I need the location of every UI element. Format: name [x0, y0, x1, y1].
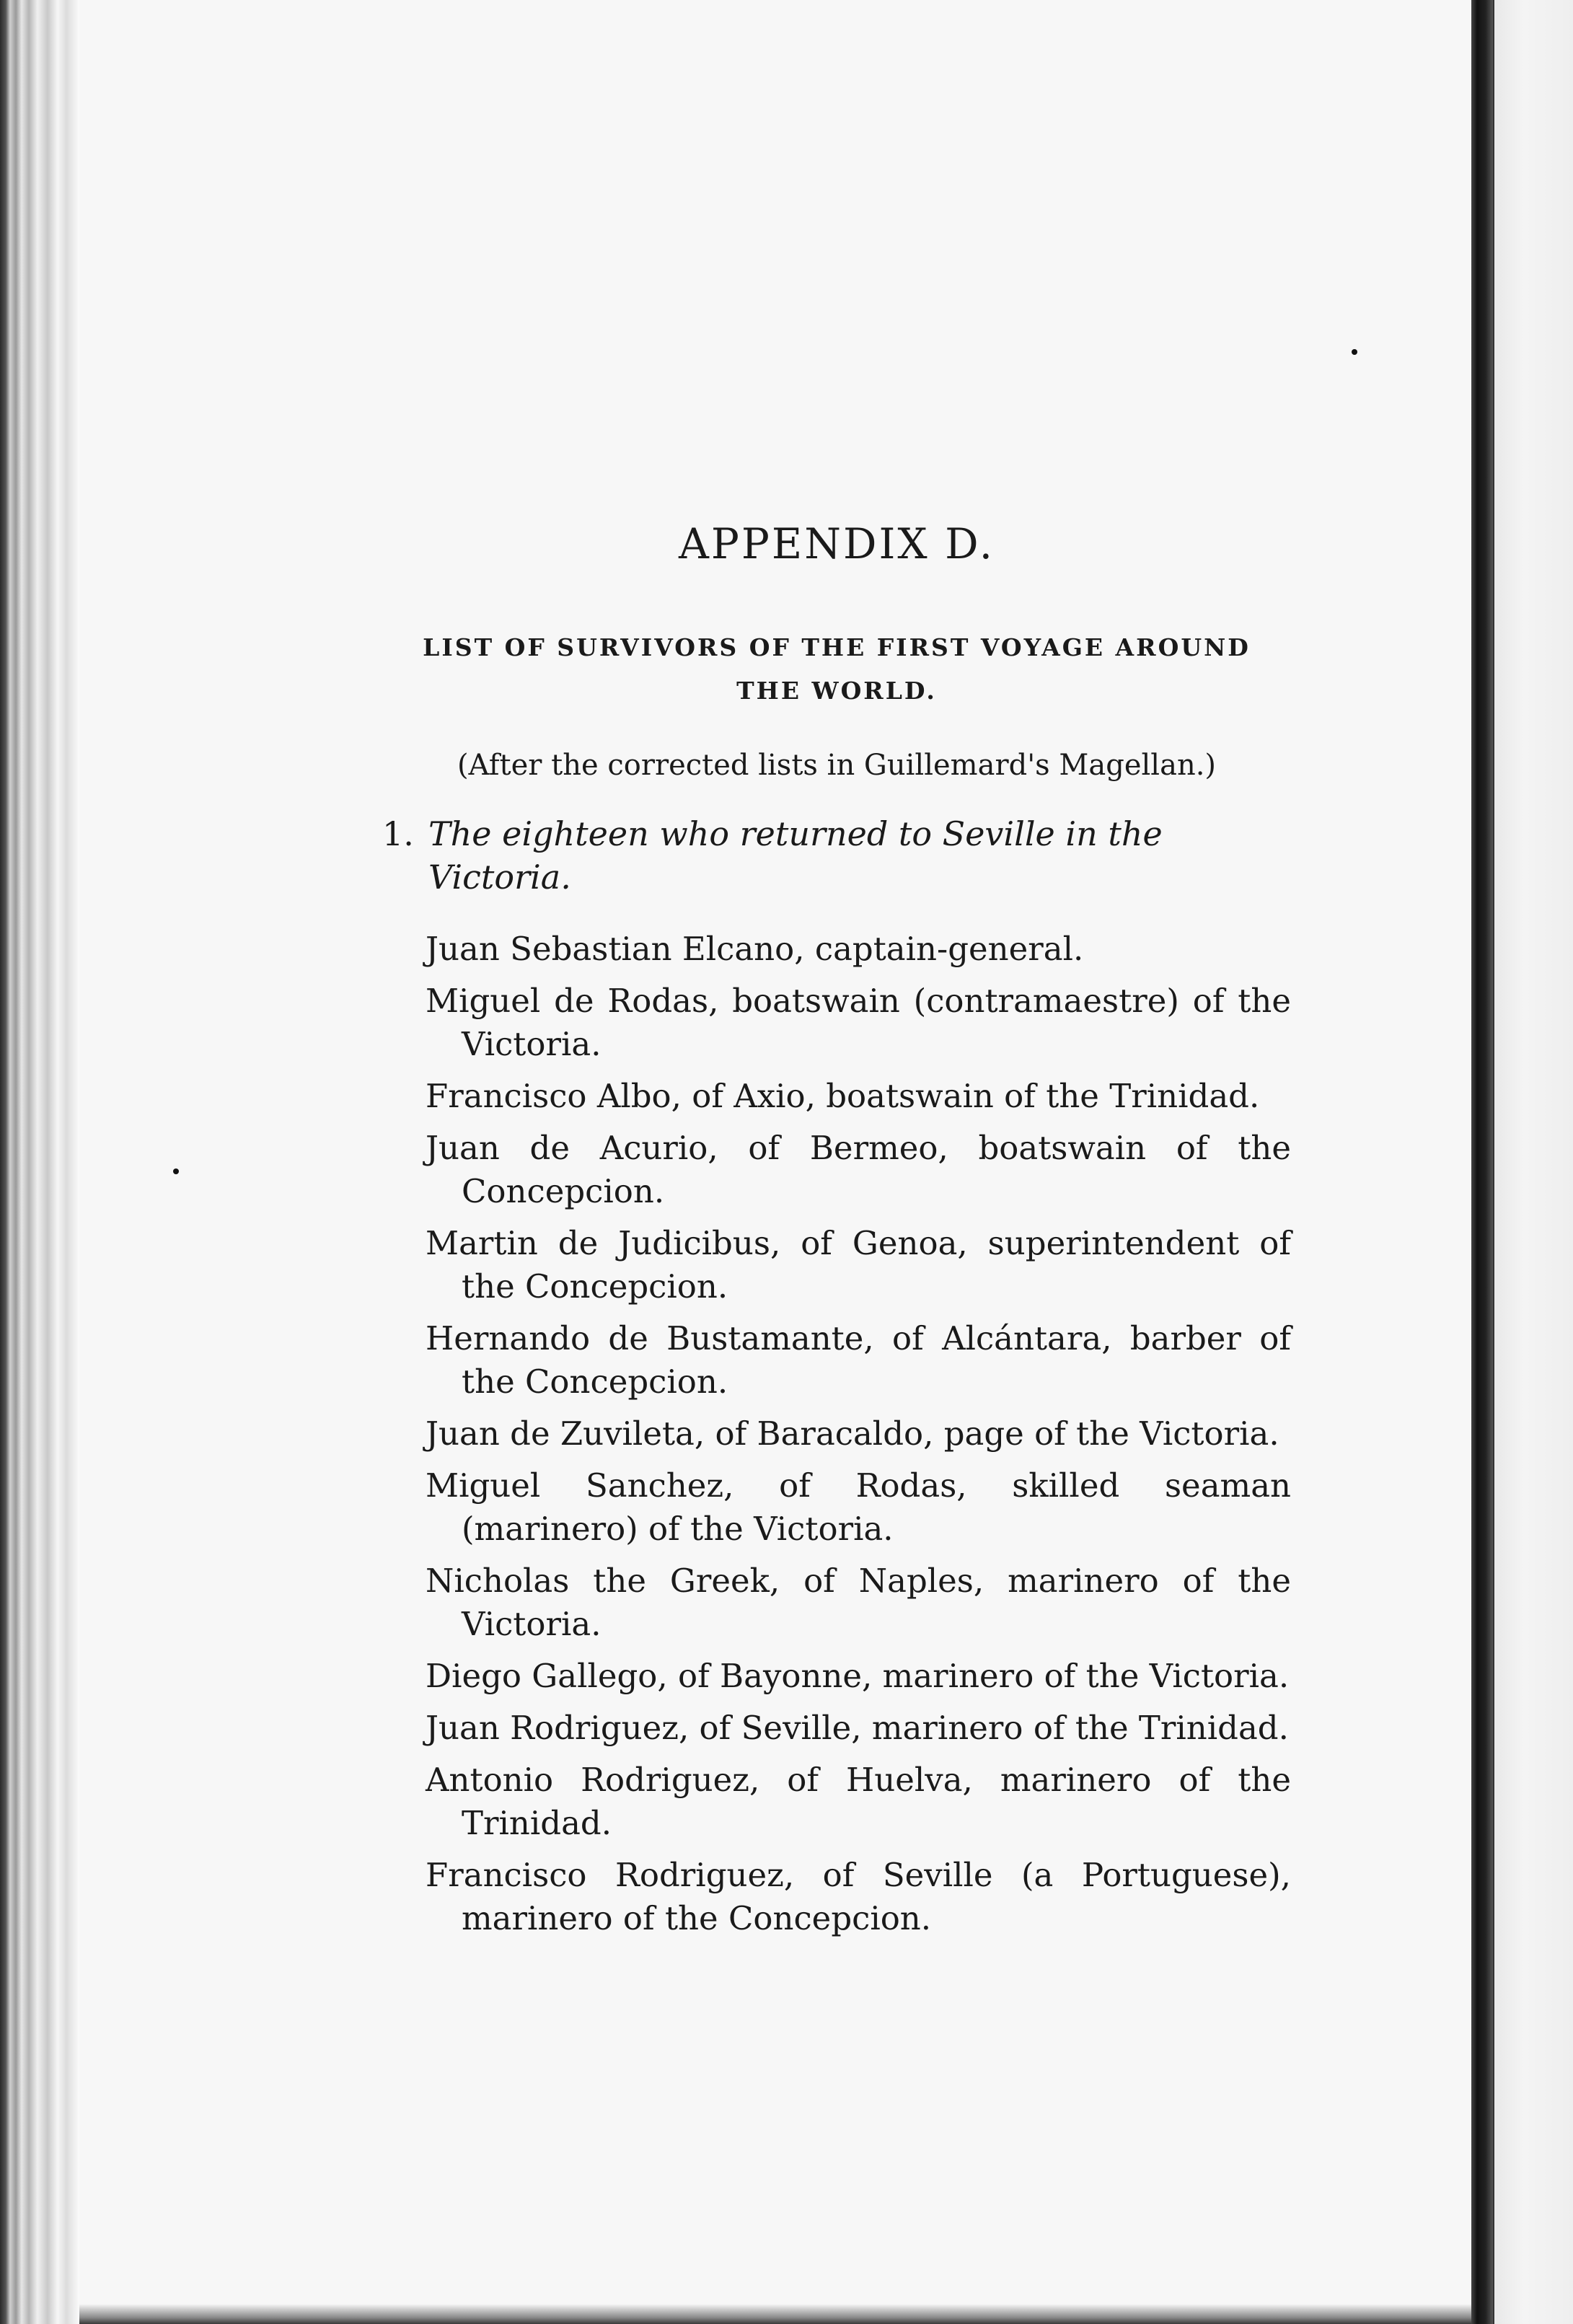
book-edge-left	[0, 0, 79, 2324]
list-title-line-1: LIST OF SURVIVORS OF THE FIRST VOYAGE AROUND	[423, 633, 1251, 661]
appendix-title: APPENDIX D.	[678, 519, 995, 568]
list-item: Hernando de Bustamante, of Alcántara, barber of the Concepcion.	[426, 1319, 1291, 1401]
list-item: Juan de Zuvileta, of Baracaldo, page of the Victoria.	[426, 1414, 1279, 1453]
scan-speck	[1352, 349, 1357, 355]
list-title-line-2: THE WORLD.	[736, 677, 937, 705]
section-heading	[382, 812, 1291, 899]
list-item: Francisco Rodriguez, of Seville (a Portuguese), marinero of the Concepcion.	[426, 1856, 1291, 1937]
section-heading-text: The eighteen who returned to Seville in the Victoria.	[428, 814, 1163, 897]
section-number: 1.	[382, 814, 414, 853]
list-item: Diego Gallego, of Bayonne, marinero of the Victoria.	[426, 1657, 1290, 1695]
list-item: Juan Sebastian Elcano, captain-general.	[426, 930, 1084, 968]
list-item: Juan Rodriguez, of Seville, marinero of the Trinidad.	[426, 1709, 1289, 1747]
list-item: Juan de Acurio, of Bermeo, boatswain of the Concepcion.	[426, 1129, 1291, 1210]
book-edge-bottom	[79, 2305, 1471, 2324]
survivor-list	[382, 928, 1291, 1940]
page-content	[382, 519, 1291, 1949]
adjacent-page	[1493, 0, 1573, 2324]
book-binding-right	[1471, 0, 1493, 2324]
list-item: Francisco Albo, of Axio, boatswain of the Trinidad.	[426, 1077, 1260, 1115]
scan-speck	[173, 1168, 179, 1174]
list-item: Miguel de Rodas, boatswain (contramaestre) of the Victoria.	[426, 982, 1291, 1063]
list-item: Miguel Sanchez, of Rodas, skilled seaman (marinero) of the Victoria.	[426, 1466, 1291, 1548]
list-item: Martin de Judicibus, of Genoa, superintendent of the Concepcion.	[426, 1224, 1291, 1306]
list-title	[382, 626, 1291, 713]
list-item: Nicholas the Greek, of Naples, marinero of the Victoria.	[426, 1562, 1291, 1643]
list-item: Antonio Rodriguez, of Huelva, marinero of the Trinidad.	[426, 1761, 1291, 1842]
source-note: (After the corrected lists in Guillemard's Magellan.)	[457, 749, 1217, 782]
